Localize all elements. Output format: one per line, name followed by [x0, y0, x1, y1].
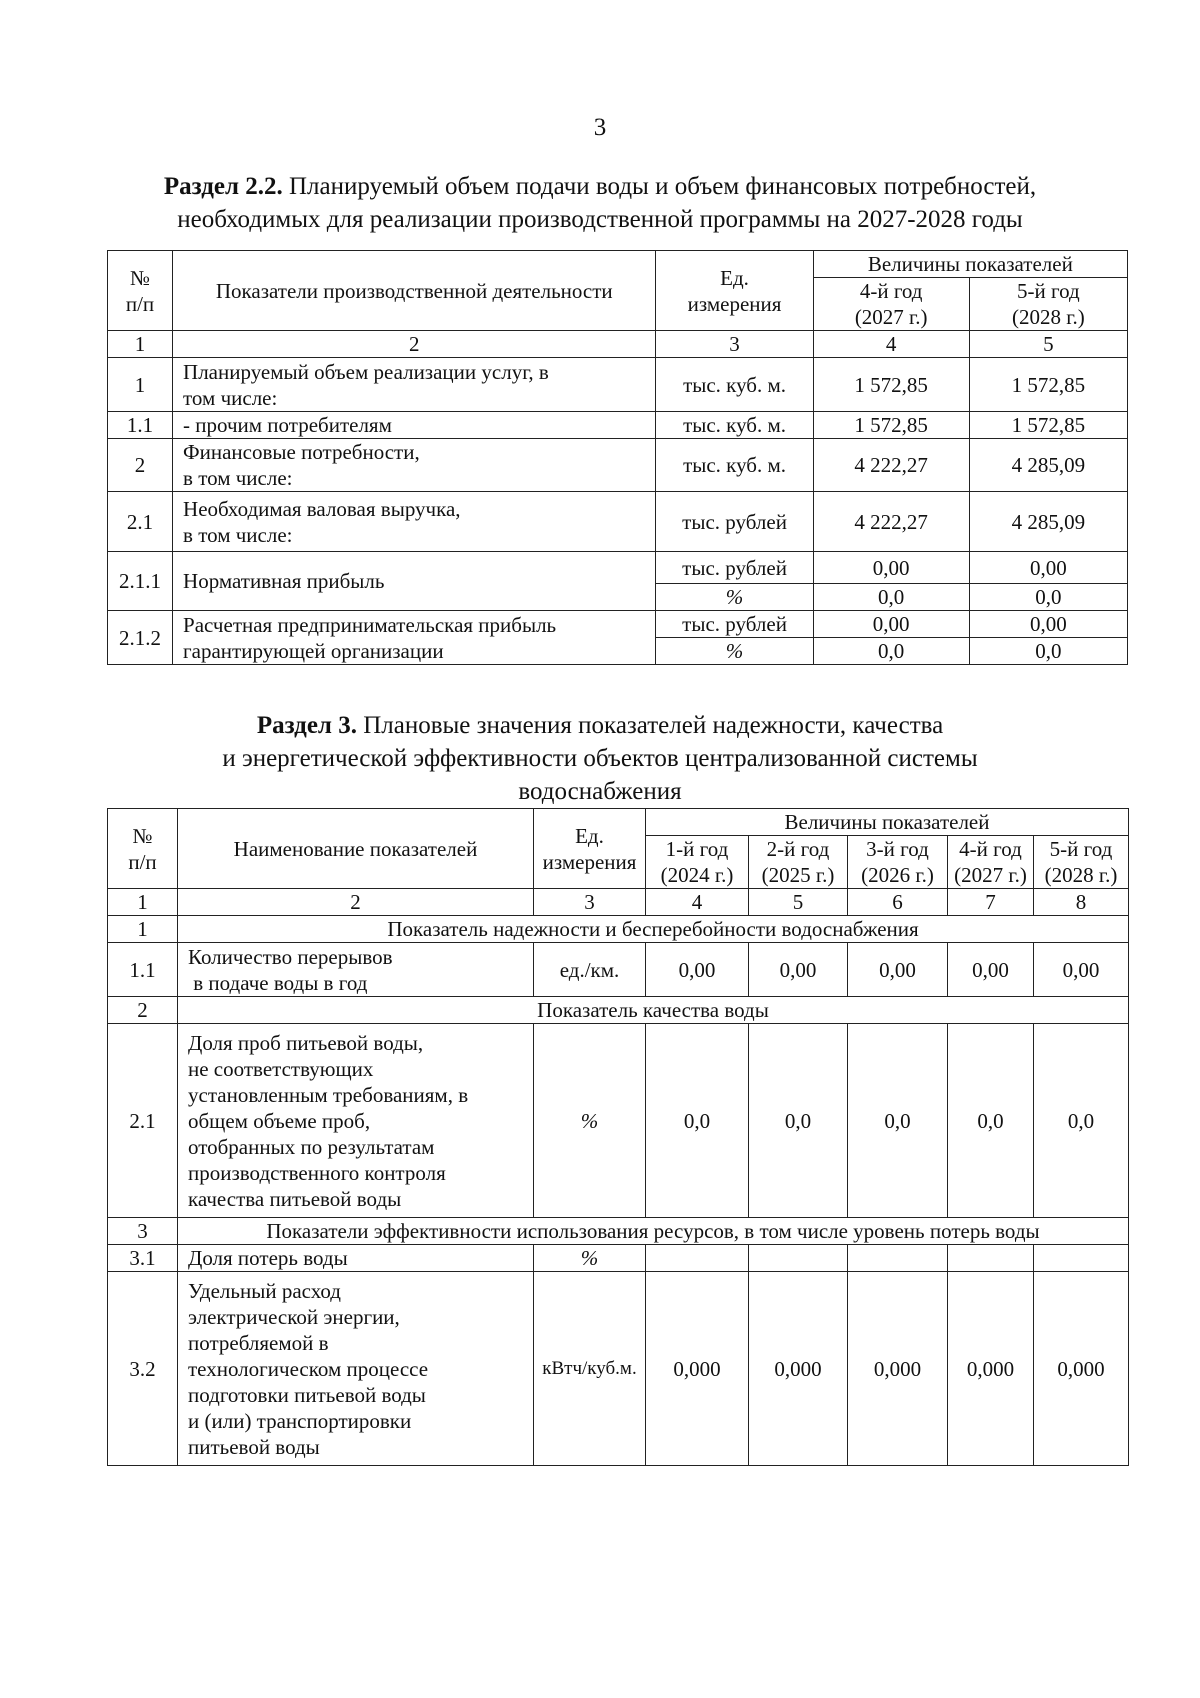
colnum: 1 [108, 331, 173, 358]
colnum: 4 [813, 331, 969, 358]
row-value: 1 572,85 [813, 412, 969, 439]
row-value: 0,00 [813, 552, 969, 584]
colnum: 2 [178, 889, 534, 916]
indicators-table [107, 808, 1129, 1466]
row-name: Расчетная предпринимательская прибыль гарантирующей организации [173, 611, 656, 665]
row-unit: тыс. рублей [656, 611, 813, 638]
header-unit: Ед. измерения [656, 251, 813, 331]
row-num: 3.2 [108, 1272, 178, 1466]
table-row [108, 552, 1128, 584]
table-row [108, 1024, 1129, 1218]
row-name: Удельный расход электрической энергии, потребляемой в технологическом процессе подготовки питьевой воды и (или) транспортировки питьевой воды [178, 1272, 534, 1466]
header-values: Величины показателей [646, 809, 1129, 836]
row-unit: ед./км. [534, 943, 646, 997]
section-2-2-title-line2: необходимых для реализации производственной программы на 2027-2028 годы [177, 206, 1023, 233]
production-program-table [107, 250, 1128, 665]
row-value: 0,0 [813, 584, 969, 611]
row-value: 0,0 [848, 1024, 948, 1218]
group-row [108, 1218, 1129, 1245]
header-num: № п/п [108, 809, 178, 889]
row-value: 1 572,85 [969, 358, 1127, 412]
row-num: 2.1 [108, 492, 173, 552]
row-value [948, 1245, 1034, 1272]
row-unit: тыс. рублей [656, 492, 813, 552]
row-num: 3 [108, 1218, 178, 1245]
row-value: 0,000 [646, 1272, 749, 1466]
table-row [108, 1245, 1129, 1272]
row-value: 0,0 [969, 638, 1127, 665]
row-value: 0,000 [1034, 1272, 1129, 1466]
header-indicator: Наименование показателей [178, 809, 534, 889]
row-value: 0,0 [749, 1024, 848, 1218]
colnum: 8 [1034, 889, 1129, 916]
row-num: 2.1.1 [108, 552, 173, 611]
row-value: 0,0 [948, 1024, 1034, 1218]
row-value [749, 1245, 848, 1272]
row-unit: тыс. куб. м. [656, 358, 813, 412]
row-num: 1 [108, 358, 173, 412]
row-name: Финансовые потребности, в том числе: [173, 439, 656, 492]
header-year-5: 5-й год (2028 г.) [1034, 836, 1129, 889]
row-unit: тыс. куб. м. [656, 439, 813, 492]
row-unit: % [656, 584, 813, 611]
section-3-label: Раздел 3. [256, 712, 357, 739]
row-name: Доля потерь воды [178, 1245, 534, 1272]
row-unit: кВтч/куб.м. [534, 1272, 646, 1466]
colnum: 7 [948, 889, 1034, 916]
row-value: 0,00 [813, 611, 969, 638]
row-value: 0,00 [948, 943, 1034, 997]
colnum: 3 [656, 331, 813, 358]
group-title: Показатель качества воды [178, 997, 1129, 1024]
group-row [108, 916, 1129, 943]
section-3-title-line2: и энергетической эффективности объектов централизованной системы [222, 745, 978, 772]
colnum: 6 [848, 889, 948, 916]
row-value: 0,000 [848, 1272, 948, 1466]
row-value: 0,0 [1034, 1024, 1129, 1218]
header-values: Величины показателей [813, 251, 1127, 278]
header-indicator: Показатели производственной деятельности [173, 251, 656, 331]
row-value [646, 1245, 749, 1272]
row-value: 0,00 [646, 943, 749, 997]
row-value: 4 222,27 [813, 439, 969, 492]
row-value: 1 572,85 [969, 412, 1127, 439]
header-year-4: 4-й год (2027 г.) [948, 836, 1034, 889]
row-num: 1.1 [108, 943, 178, 997]
header-num: № п/п [108, 251, 173, 331]
group-row [108, 997, 1129, 1024]
row-num: 3.1 [108, 1245, 178, 1272]
section-3-heading [100, 709, 1100, 808]
row-name: Необходимая валовая выручка, в том числе: [173, 492, 656, 552]
colnum: 2 [173, 331, 656, 358]
table-row [108, 358, 1128, 412]
row-unit: % [656, 638, 813, 665]
row-unit: тыс. куб. м. [656, 412, 813, 439]
row-value: 0,00 [749, 943, 848, 997]
row-value: 0,0 [813, 638, 969, 665]
row-value: 0,000 [948, 1272, 1034, 1466]
group-title: Показатель надежности и бесперебойности водоснабжения [178, 916, 1129, 943]
row-name: Доля проб питьевой воды, не соответствующих установленным требованиям, в общем объеме проб, отобранных по результатам производственного контроля качества питьевой воды [178, 1024, 534, 1218]
page-number: 3 [593, 114, 607, 141]
row-value: 0,0 [969, 584, 1127, 611]
row-num: 1 [108, 916, 178, 943]
row-value: 0,00 [969, 552, 1127, 584]
colnum: 1 [108, 889, 178, 916]
row-num: 2.1.2 [108, 611, 173, 665]
colnum: 3 [534, 889, 646, 916]
header-year-3: 3-й год (2026 г.) [848, 836, 948, 889]
section-3-title-line3: водоснабжения [518, 778, 682, 805]
section-2-2-title-line1: Планируемый объем подачи воды и объем финансовых потребностей, [288, 173, 1037, 200]
table-row [108, 412, 1128, 439]
row-value: 4 222,27 [813, 492, 969, 552]
row-num: 1.1 [108, 412, 173, 439]
row-value: 1 572,85 [813, 358, 969, 412]
header-unit: Ед. измерения [534, 809, 646, 889]
row-num: 2 [108, 439, 173, 492]
colnum: 4 [646, 889, 749, 916]
table-row [108, 611, 1128, 638]
row-value [848, 1245, 948, 1272]
row-value: 4 285,09 [969, 439, 1127, 492]
row-value: 4 285,09 [969, 492, 1127, 552]
row-name: Количество перерывов в подаче воды в год [178, 943, 534, 997]
row-num: 2 [108, 997, 178, 1024]
table-row [108, 439, 1128, 492]
table-row [108, 943, 1129, 997]
row-unit: % [534, 1024, 646, 1218]
header-year-1: 1-й год (2024 г.) [646, 836, 749, 889]
colnum: 5 [749, 889, 848, 916]
section-3-title-line1: Плановые значения показателей надежности, качества [363, 712, 944, 739]
group-title: Показатели эффективности использования ресурсов, в том числе уровень потерь воды [178, 1218, 1129, 1245]
colnum: 5 [969, 331, 1127, 358]
row-value: 0,0 [646, 1024, 749, 1218]
row-unit: тыс. рублей [656, 552, 813, 584]
row-value [1034, 1245, 1129, 1272]
row-value: 0,00 [848, 943, 948, 997]
row-name: Нормативная прибыль [173, 552, 656, 611]
row-name: Планируемый объем реализации услуг, в том числе: [173, 358, 656, 412]
table-row [108, 1272, 1129, 1466]
row-unit: % [534, 1245, 646, 1272]
header-year-2: 2-й год (2025 г.) [749, 836, 848, 889]
row-value: 0,000 [749, 1272, 848, 1466]
section-2-2-heading [100, 170, 1100, 236]
header-year-4: 4-й год (2027 г.) [813, 278, 969, 331]
table-row [108, 492, 1128, 552]
section-2-2-label: Раздел 2.2. [163, 173, 283, 200]
row-value: 0,00 [969, 611, 1127, 638]
row-num: 2.1 [108, 1024, 178, 1218]
row-name: - прочим потребителям [173, 412, 656, 439]
header-year-5: 5-й год (2028 г.) [969, 278, 1127, 331]
row-value: 0,00 [1034, 943, 1129, 997]
